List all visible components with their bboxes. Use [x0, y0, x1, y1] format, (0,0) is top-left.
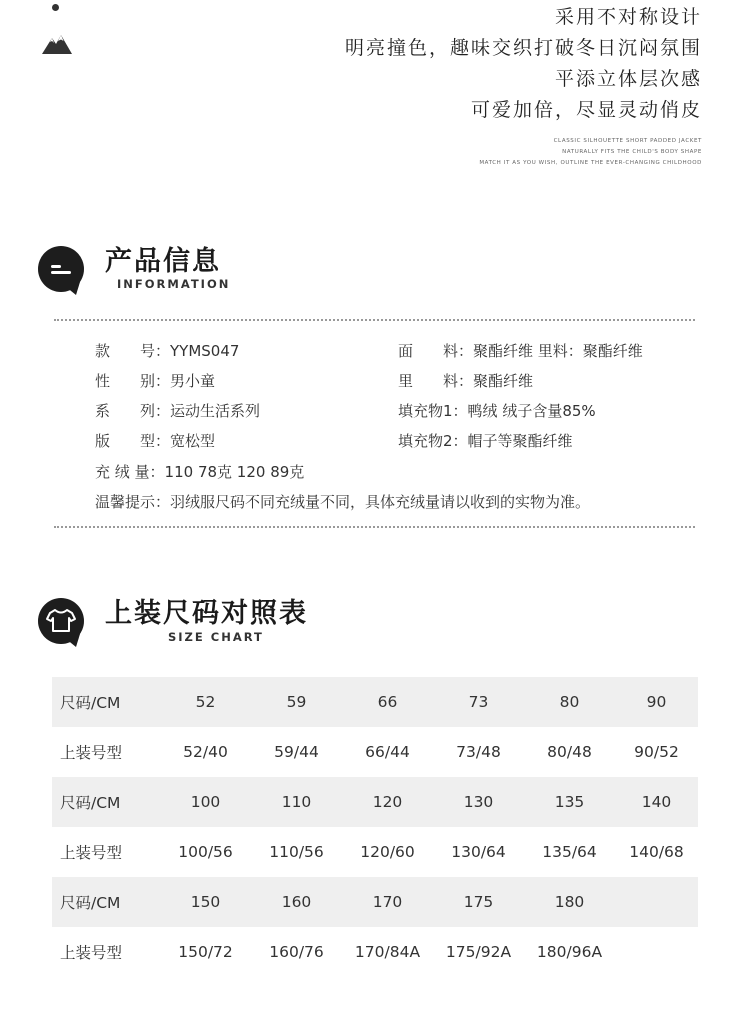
- divider: [54, 319, 695, 321]
- table-row: [52, 927, 698, 977]
- info-label: 里 料：: [398, 372, 474, 390]
- info-section-subtitle: INFORMATION: [117, 277, 231, 291]
- info-row-lining: [398, 371, 533, 391]
- table-cell: 150: [160, 877, 251, 927]
- info-label: 版 型：: [95, 432, 171, 450]
- table-cell: 160: [251, 877, 342, 927]
- info-row-fabric: [398, 341, 643, 361]
- table-row: [52, 777, 698, 827]
- table-cell: 175: [433, 877, 524, 927]
- table-cell: [615, 877, 698, 927]
- table-cell: 73/48: [433, 727, 524, 777]
- info-row-filling-1: [398, 401, 596, 421]
- table-row: [52, 677, 698, 727]
- table-cell: 130/64: [433, 827, 524, 877]
- divider: [54, 526, 695, 528]
- tagline-line: 明亮撞色，趣味交织打破冬日沉闷氛围: [344, 37, 702, 59]
- info-row-fill-amount: [95, 462, 304, 482]
- info-section-title: 产品信息: [105, 246, 221, 277]
- tagline-line: 采用不对称设计: [554, 6, 702, 28]
- table-cell: 66/44: [342, 727, 433, 777]
- row-label: 尺码/CM: [52, 677, 160, 727]
- table-cell: 175/92A: [433, 927, 524, 977]
- info-row-fit: [95, 431, 215, 451]
- table-cell: 90/52: [615, 727, 698, 777]
- row-label: 上装号型: [52, 827, 160, 877]
- info-value: 宽松型: [170, 432, 216, 450]
- info-label: 面 料：: [398, 342, 474, 360]
- info-label: 款 号：: [95, 342, 171, 360]
- size-section-subtitle: SIZE CHART: [168, 630, 264, 644]
- table-cell: [615, 927, 698, 977]
- tagline-english-line: CLASSIC SILHOUETTE SHORT PADDED JACKET: [553, 138, 702, 144]
- info-value: 110 78克 120 89克: [164, 463, 305, 481]
- chat-bubble-tail-icon: [60, 634, 80, 648]
- info-tip: 温馨提示：羽绒服尺码不同充绒量不同，具体充绒量请以收到的实物为准。: [95, 493, 591, 511]
- info-label: 填充物2：: [398, 432, 468, 450]
- table-cell: 140: [615, 777, 698, 827]
- info-value: YYMS047: [170, 342, 240, 360]
- table-cell: 52/40: [160, 727, 251, 777]
- table-cell: 52: [160, 677, 251, 727]
- table-cell: 170: [342, 877, 433, 927]
- info-value: 聚酯纤维 里料：聚酯纤维: [473, 342, 643, 360]
- table-cell: 90: [615, 677, 698, 727]
- table-cell: 80: [524, 677, 615, 727]
- mountain-logo-icon: [42, 32, 72, 54]
- table-cell: 130: [433, 777, 524, 827]
- table-cell: 140/68: [615, 827, 698, 877]
- info-row-gender: [95, 371, 215, 391]
- table-cell: 135: [524, 777, 615, 827]
- table-cell: 80/48: [524, 727, 615, 777]
- info-value: 男小童: [170, 372, 216, 390]
- size-table: [52, 677, 698, 977]
- row-label: 尺码/CM: [52, 777, 160, 827]
- info-row-series: [95, 401, 260, 421]
- table-cell: 59: [251, 677, 342, 727]
- table-cell: 59/44: [251, 727, 342, 777]
- table-cell: 120: [342, 777, 433, 827]
- table-cell: 170/84A: [342, 927, 433, 977]
- tagline-english-line: NATURALLY FITS THE CHILD'S BODY SHAPE: [562, 149, 702, 155]
- info-row-filling-2: [398, 431, 573, 451]
- tagline-english-line: MATCH IT AS YOU WISH, OUTLINE THE EVER-CHANGING CHILDHOOD: [479, 160, 702, 166]
- table-cell: 110: [251, 777, 342, 827]
- table-row: [52, 727, 698, 777]
- table-row: [52, 827, 698, 877]
- tagline-english: [345, 136, 702, 169]
- tagline: [345, 2, 702, 169]
- chat-bubble-tail-icon: [60, 282, 80, 296]
- table-cell: 100/56: [160, 827, 251, 877]
- table-cell: 180/96A: [524, 927, 615, 977]
- info-value: 鸭绒 绒子含量85%: [467, 402, 596, 420]
- table-cell: 180: [524, 877, 615, 927]
- info-label: 性 别：: [95, 372, 171, 390]
- table-cell: 150/72: [160, 927, 251, 977]
- table-row: [52, 877, 698, 927]
- table-cell: 110/56: [251, 827, 342, 877]
- info-row-style: [95, 341, 239, 361]
- table-cell: 120/60: [342, 827, 433, 877]
- table-cell: 66: [342, 677, 433, 727]
- table-cell: 73: [433, 677, 524, 727]
- info-value: 帽子等聚酯纤维: [467, 432, 573, 450]
- info-label: 系 列：: [95, 402, 171, 420]
- logo-dot: [52, 4, 59, 11]
- row-label: 尺码/CM: [52, 877, 160, 927]
- row-label: 上装号型: [52, 727, 160, 777]
- table-cell: 100: [160, 777, 251, 827]
- info-label: 充 绒 量：: [95, 463, 165, 481]
- row-label: 上装号型: [52, 927, 160, 977]
- table-cell: 135/64: [524, 827, 615, 877]
- size-section-title: 上装尺码对照表: [105, 598, 308, 629]
- info-value: 运动生活系列: [170, 402, 261, 420]
- tagline-line: 平添立体层次感: [554, 68, 702, 90]
- tagline-line: 可爱加倍，尽显灵动俏皮: [470, 99, 702, 121]
- info-value: 聚酯纤维: [473, 372, 534, 390]
- info-label: 填充物1：: [398, 402, 468, 420]
- table-cell: 160/76: [251, 927, 342, 977]
